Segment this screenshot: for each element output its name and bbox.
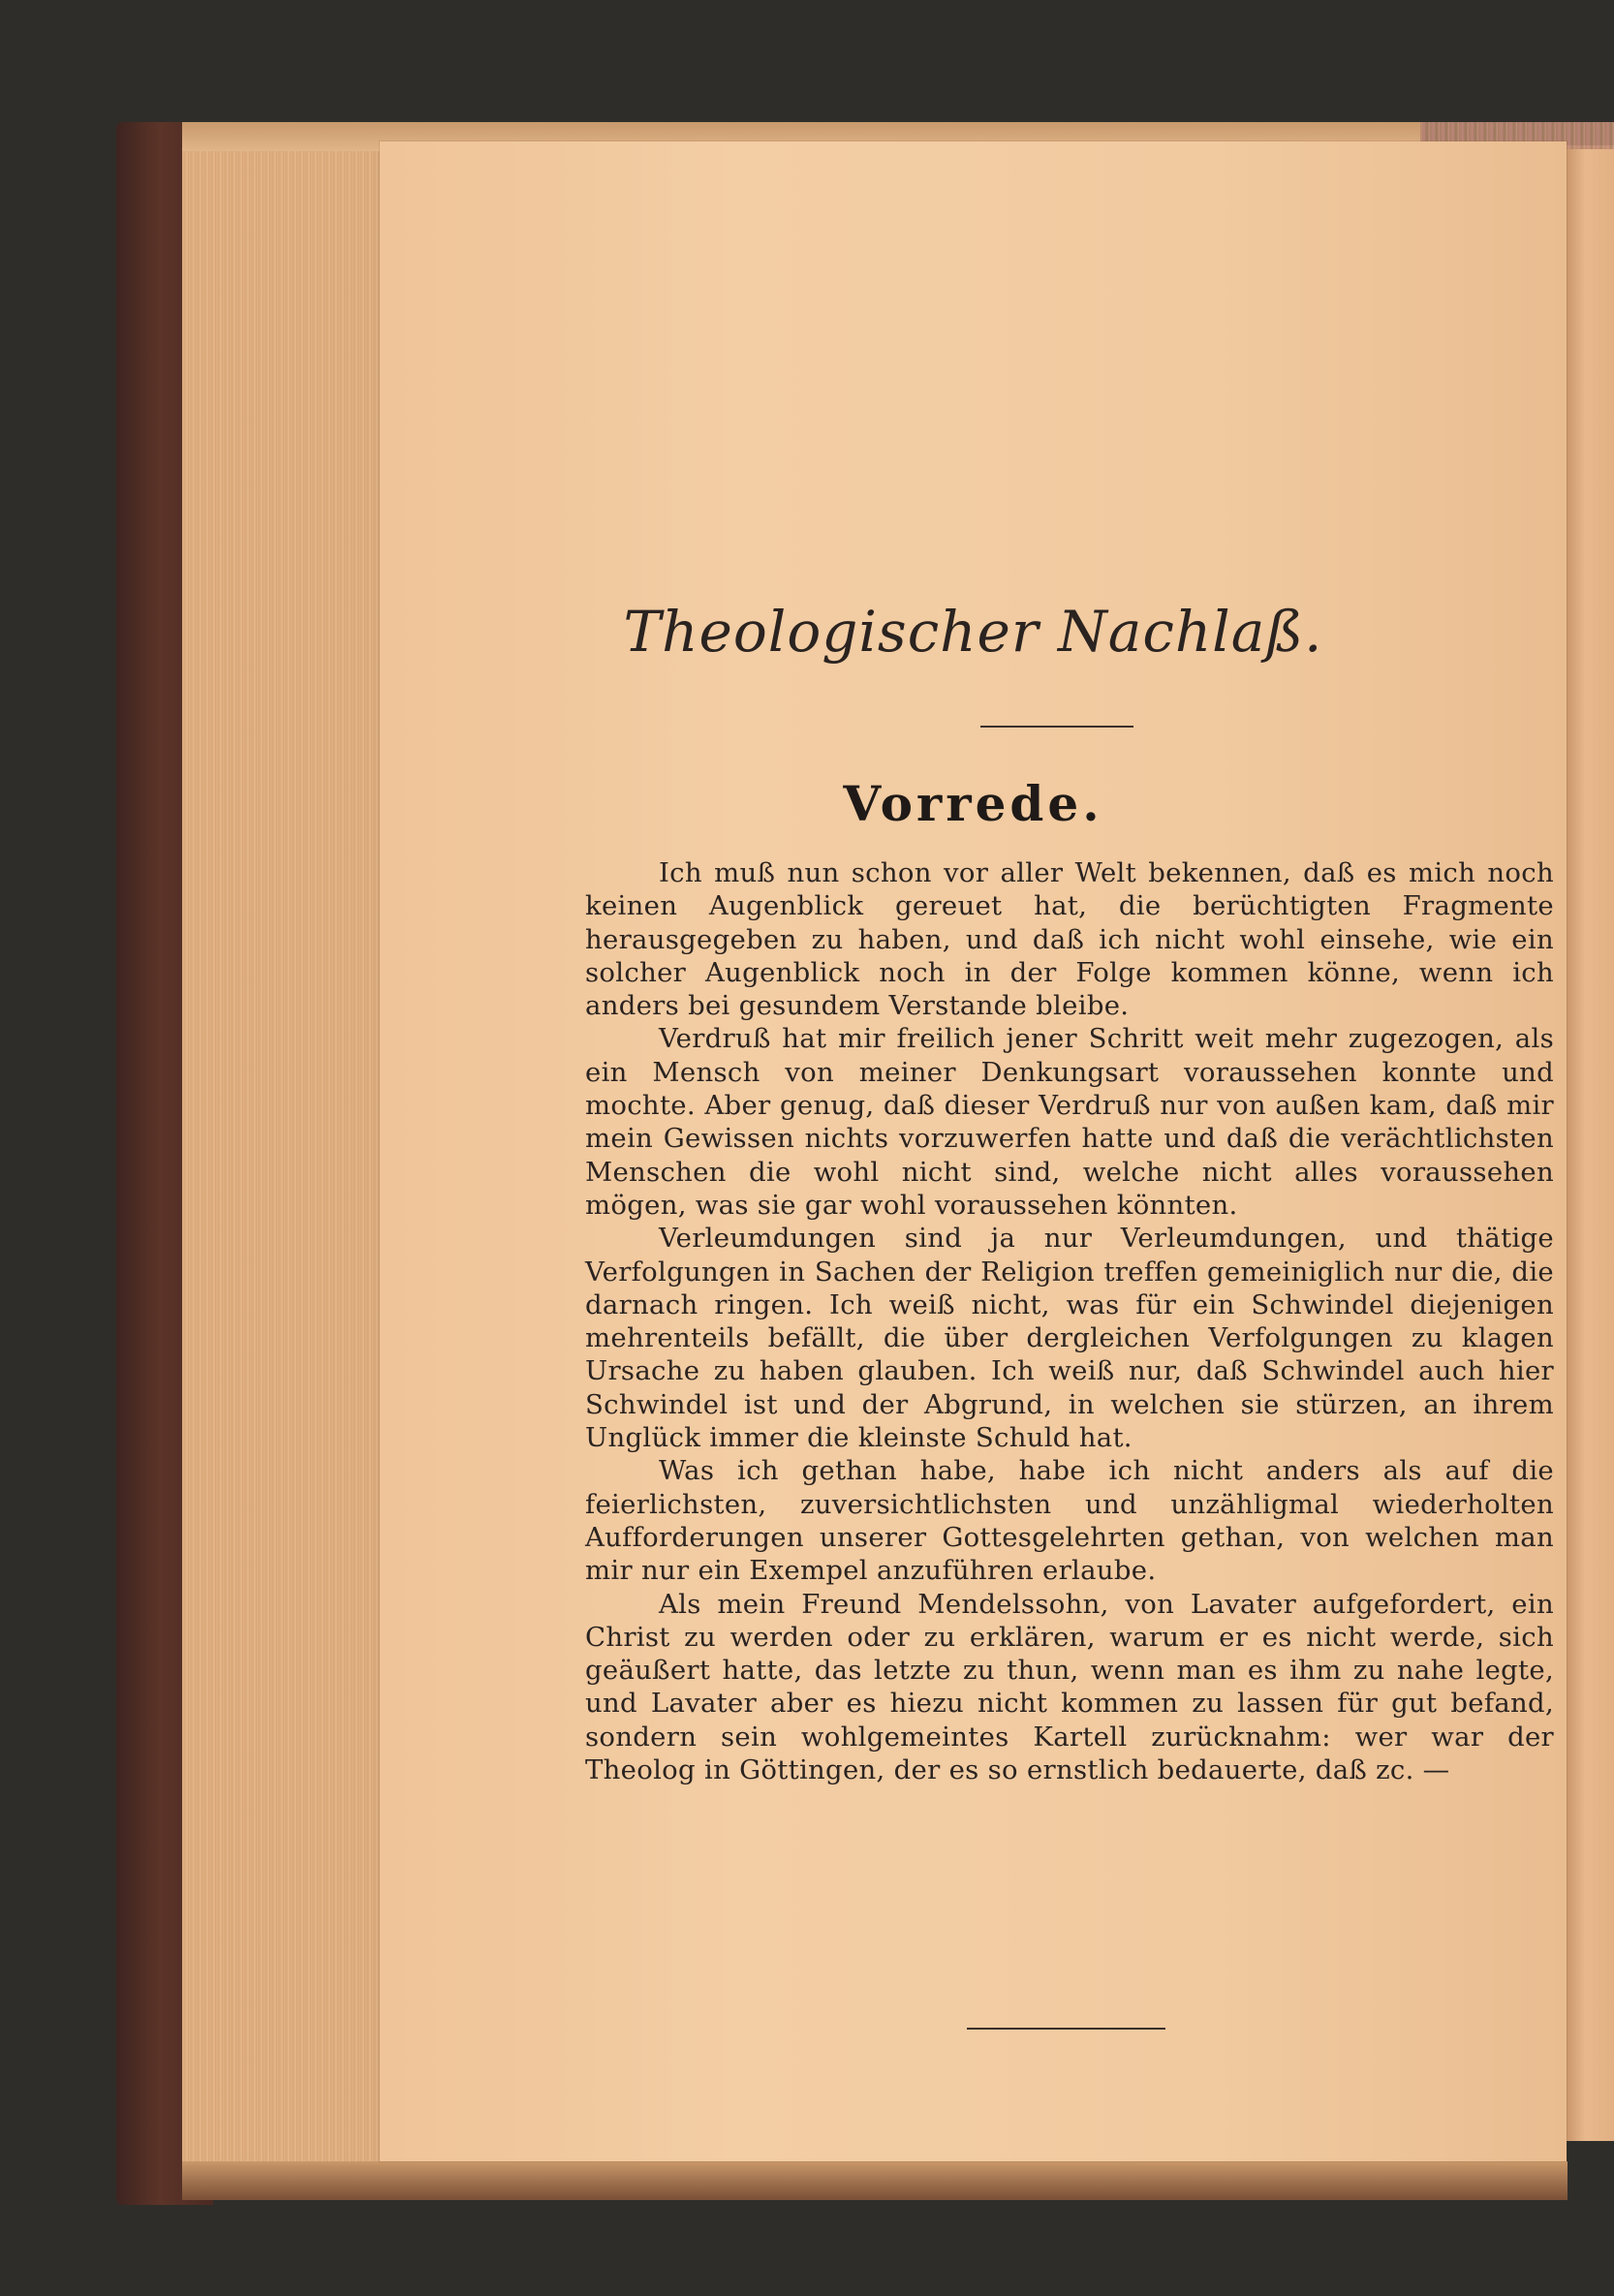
paragraph: Verdruß hat mir freilich jener Schritt weit mehr zugezogen, als ein Mensch von meiner Denkungsart voraussehen konnte und mochte. Aber genug, daß dieser Verdruß nur von außen kam, daß mir mein Gewissen nichts vorzuwerfen hatte und daß die verächtlichsten Menschen die wohl nicht sind, welche nicht alles voraussehen mögen, was sie gar wohl voraussehen könnten. xyxy=(585,1023,1554,1221)
page-bottom-edge xyxy=(182,2161,1567,2200)
paragraph: Verleumdungen sind ja nur Verleumdungen, und thätige Verfolgungen in Sachen der Religion treffen gemeiniglich nur die, die darnach ringen. Ich weiß nicht, was für ein Schwindel diejenigen mehrenteils befällt, die über dergleichen Verfolgungen zu klagen Ursache zu haben glauben. Ich weiß nur, daß Schwindel auch hier Schwindel ist und der Abgrund, in welchen sie stürzen, an ihrem Unglück immer die kleinste Schuld hat. xyxy=(585,1223,1554,1454)
paragraph: Was ich gethan habe, habe ich nicht anders als auf die feierlichsten, zuversichtlichsten und unzähligmal wiederholten Aufforderungen unserer Gottesgelehrten gethan, von welchen man mir nur ein Exempel anzuführen erlaube. xyxy=(585,1455,1554,1587)
facing-page-edge xyxy=(1567,145,1614,2141)
paragraph: Als mein Freund Mendelssohn, von Lavater aufgefordert, ein Christ zu werden oder zu erklären, warum er es nicht werde, sich geäußert hatte, das letzte zu thun, wenn man es ihm zu nahe legte, und Lavater aber es hiezu nicht kommen zu lassen für gut befand, sondern sein wohlgemeintes Kartell zurücknahm: wer war der Theolog in Göttingen, der es so ernstlich bedauerte, daß zc. — xyxy=(585,1588,1554,1786)
paragraph: Ich muß nun schon vor aller Welt bekennen, daß es mich noch keinen Augenblick gereuet hat, die berüchtigten Fragmente herausgegeben zu haben, und daß ich nicht wohl einsehe, wie ein solcher Augenblick noch in der Folge kommen könne, wenn ich anders bei gesundem Verstande bleibe. xyxy=(585,857,1554,1022)
end-divider xyxy=(967,2028,1165,2030)
page-title: Theologischer Nachlaß. xyxy=(623,599,1323,665)
section-heading: Vorrede. xyxy=(843,775,1103,832)
page-stack-edges xyxy=(182,126,386,2194)
title-divider xyxy=(980,726,1133,728)
body-text xyxy=(585,856,1554,1786)
